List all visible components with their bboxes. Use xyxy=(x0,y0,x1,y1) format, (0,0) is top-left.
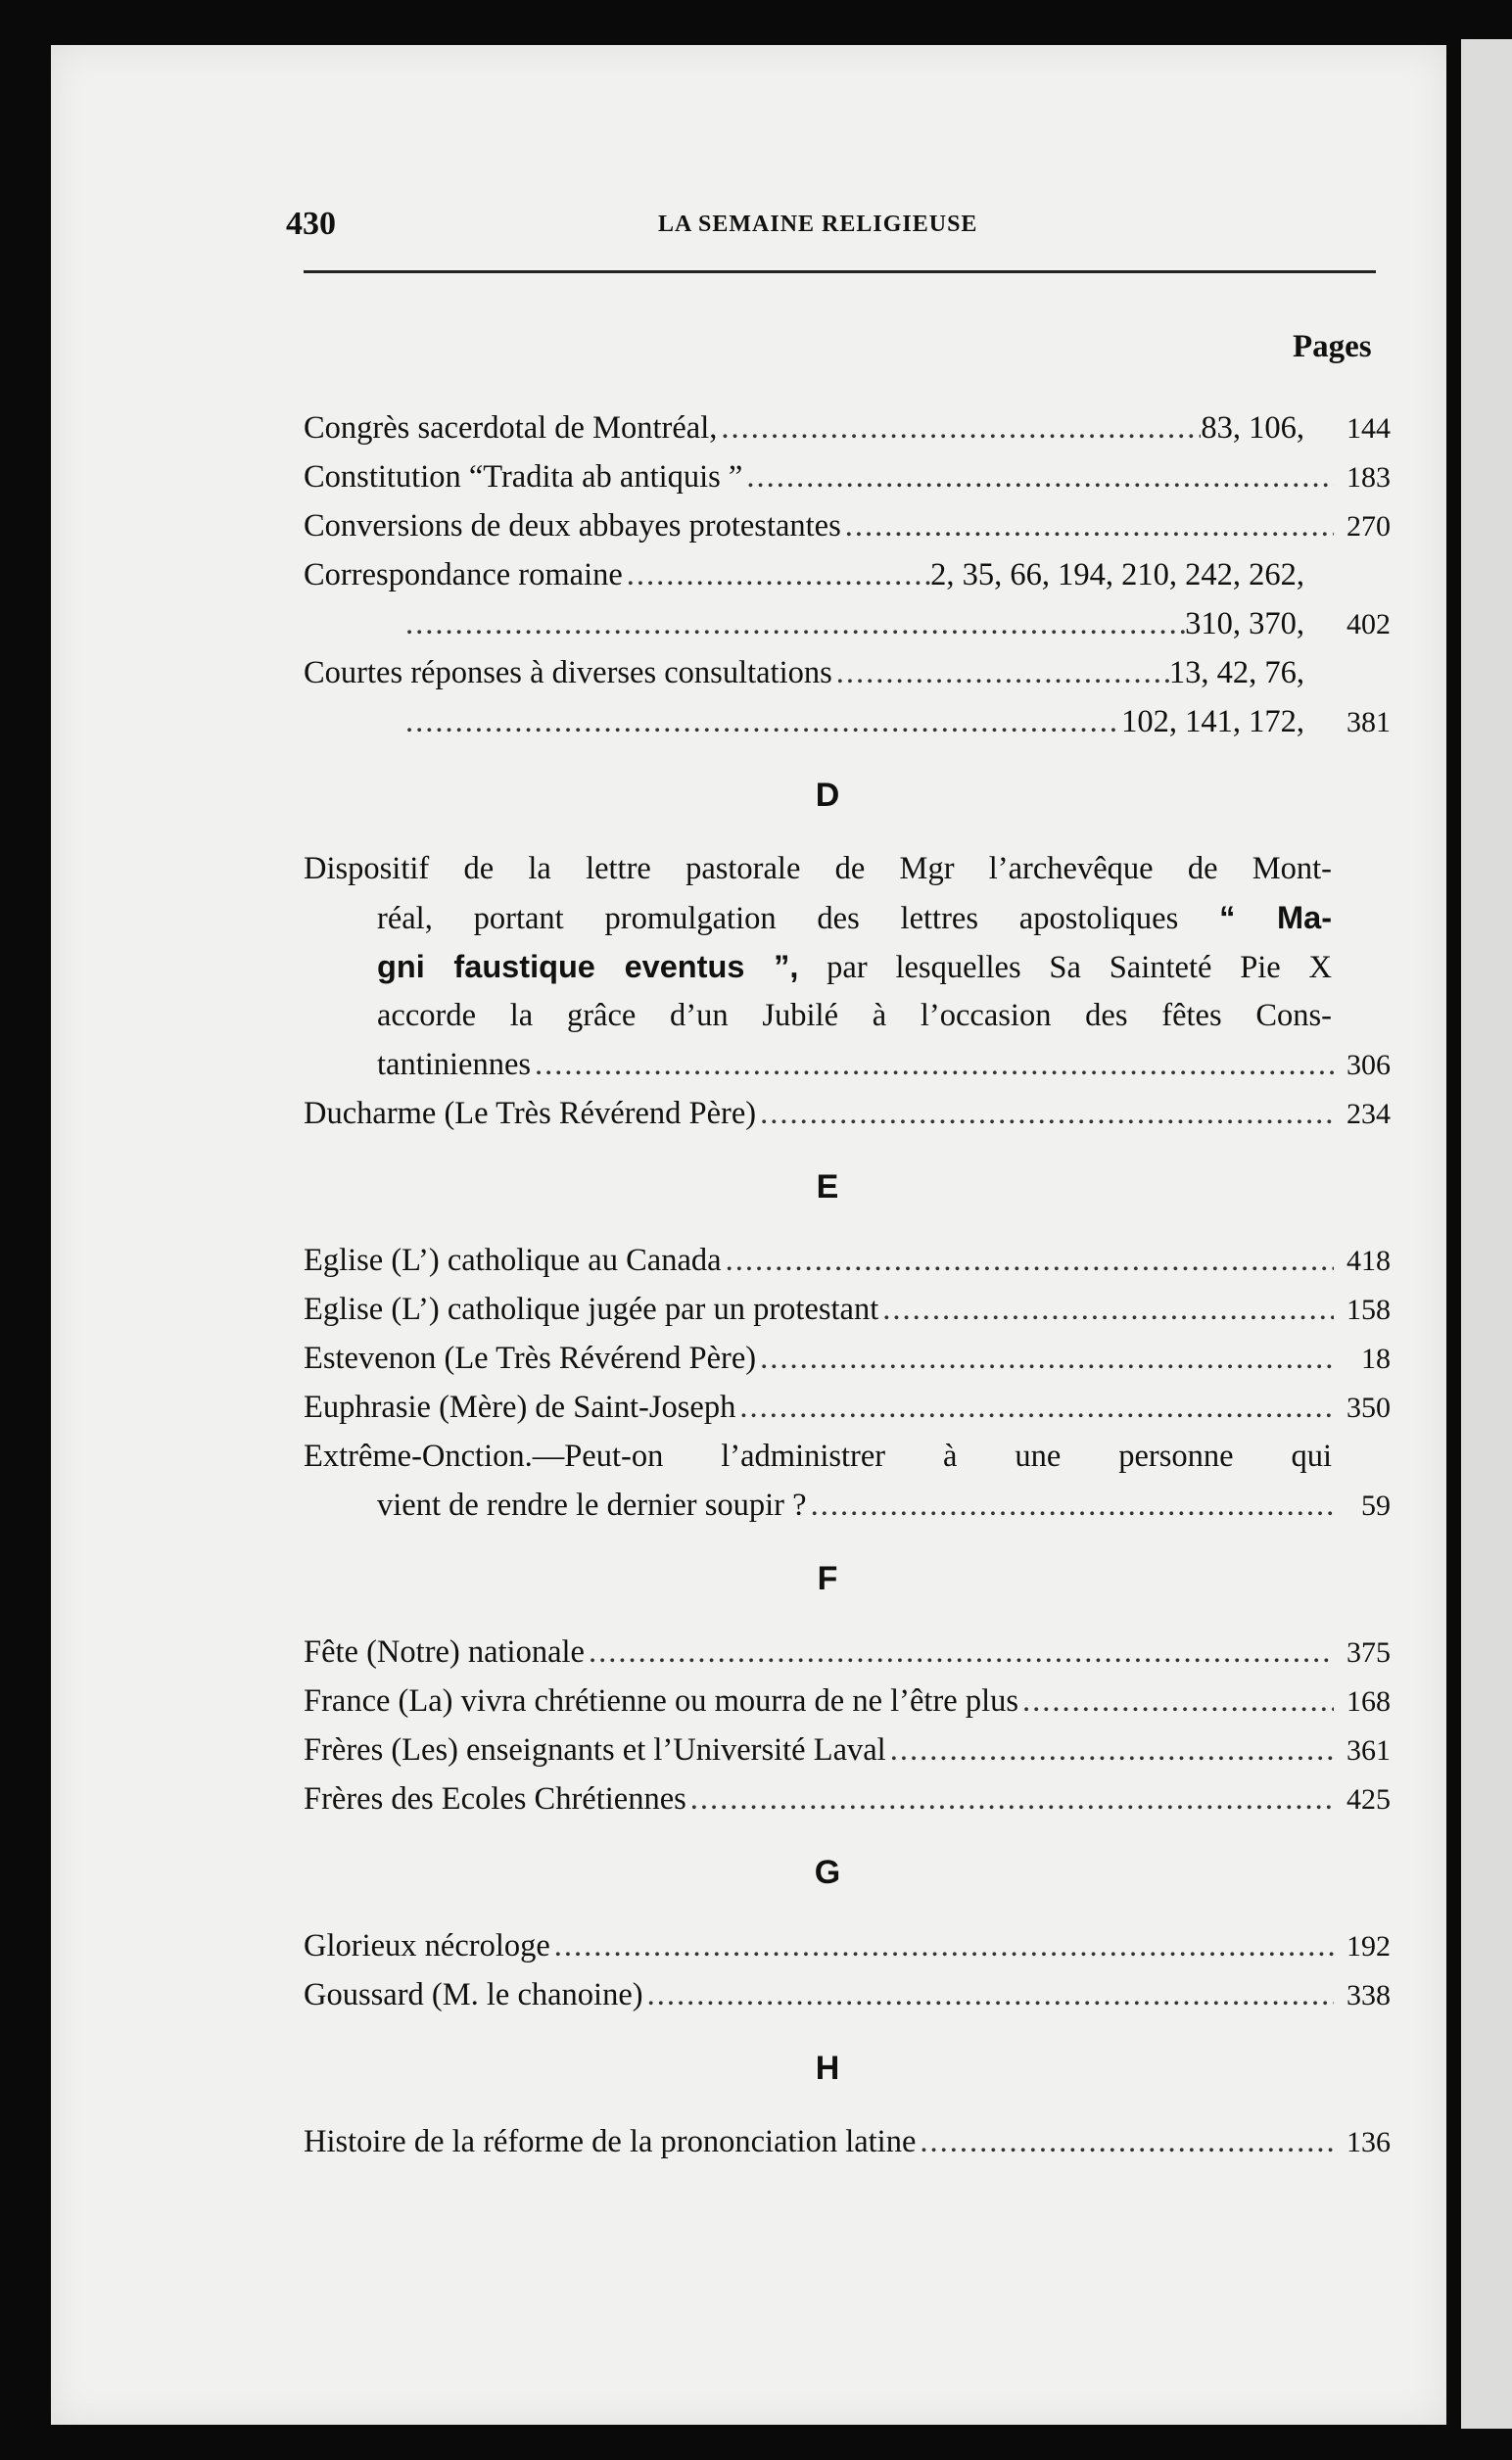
bold-title-part: “ Ma- xyxy=(1219,900,1333,935)
index-entry xyxy=(304,1383,1391,1432)
section-letter-d: D xyxy=(815,777,840,814)
index-entry xyxy=(304,648,1391,697)
leader-dots xyxy=(531,1040,1334,1089)
leader-dots xyxy=(807,1481,1334,1530)
entry-title: Glorieux nécrologe xyxy=(304,1928,550,1963)
leader-dots xyxy=(550,1921,1334,1970)
page-header xyxy=(286,206,1381,255)
index-entry xyxy=(304,403,1391,452)
paragraph-line: gni faustique eventus ”, par lesquelles Sa Sainteté Pie X xyxy=(377,949,1332,985)
entry-page: 350 xyxy=(1347,1392,1391,1424)
entry-refs: 102, 141, 172, xyxy=(1121,704,1304,739)
entry-page: 402 xyxy=(1347,608,1391,640)
index-entry xyxy=(304,1970,1391,2019)
entry-page: 158 xyxy=(1347,1294,1391,1326)
leader-dots xyxy=(402,697,1121,746)
entry-refs: 310, 370, xyxy=(1185,606,1304,641)
index-entry xyxy=(304,1040,1391,1089)
adjacent-page-edge xyxy=(1461,39,1512,2429)
leader-dots xyxy=(742,452,1334,501)
section-letter-g: G xyxy=(814,1854,841,1891)
paragraph-line: réal, portant promulgation des lettres apostoliques “ Ma- xyxy=(377,900,1333,936)
entry-title: Histoire de la réforme de la prononciation latine xyxy=(304,2124,917,2159)
leader-dots xyxy=(756,1334,1334,1383)
entry-page: 59 xyxy=(1361,1490,1391,1522)
leader-dots xyxy=(756,1089,1334,1138)
entry-refs: 13, 42, 76, xyxy=(1168,655,1304,690)
leader-dots xyxy=(841,501,1334,550)
leader-dots xyxy=(886,1726,1334,1774)
index-entry xyxy=(304,1334,1391,1383)
entry-title: Frères (Les) enseignants et l’Université Laval xyxy=(304,1732,886,1768)
entry-page: 183 xyxy=(1347,461,1391,494)
entry-title: tantiniennes xyxy=(377,1047,532,1082)
index-entry xyxy=(304,1677,1391,1726)
entry-page: 381 xyxy=(1347,706,1391,738)
entry-refs: 2, 35, 66, 194, 210, 242, 262, xyxy=(930,557,1304,592)
index-entry xyxy=(304,1628,1391,1677)
header-rule xyxy=(304,270,1376,273)
leader-dots xyxy=(832,648,1169,697)
index-entry xyxy=(304,1285,1391,1334)
leader-dots xyxy=(735,1383,1334,1432)
entry-title: Conversions de deux abbayes protestantes xyxy=(304,508,841,544)
entry-page: 375 xyxy=(1347,1636,1391,1669)
entry-page: 270 xyxy=(1347,510,1391,543)
index-entry xyxy=(304,1726,1391,1774)
index-entry xyxy=(304,501,1391,550)
entry-title: vient de rendre le dernier soupir ? xyxy=(377,1488,807,1523)
entry-title: Eglise (L’) catholique jugée par un protestant xyxy=(304,1292,879,1327)
leader-dots xyxy=(717,403,1201,452)
entry-page: 136 xyxy=(1347,2126,1391,2158)
index-entries xyxy=(304,403,1391,2166)
index-entry xyxy=(304,1921,1391,1970)
entry-title: Constitution “Tradita ab antiquis ” xyxy=(304,459,743,495)
pages-column-label: Pages xyxy=(1293,329,1372,364)
entry-title: France (La) vivra chrétienne ou mourra de ne l’être plus xyxy=(304,1683,1019,1719)
entry-page: 168 xyxy=(1347,1685,1391,1718)
entry-title: Euphrasie (Mère) de Saint-Joseph xyxy=(304,1390,736,1425)
entry-title: Courtes réponses à diverses consultations xyxy=(304,655,832,690)
paragraph-line: Extrême-Onction.—Peut-on l’administrer à une personne qui xyxy=(304,1439,1332,1474)
entry-title: Frères des Ecoles Chrétiennes xyxy=(304,1781,686,1817)
entry-refs: 83, 106, xyxy=(1201,410,1304,446)
entry-title: Congrès sacerdotal de Montréal, xyxy=(304,410,718,446)
leader-dots xyxy=(878,1285,1334,1334)
leader-dots xyxy=(402,599,1185,648)
index-entry xyxy=(304,1774,1391,1823)
entry-title: Goussard (M. le chanoine) xyxy=(304,1977,643,2012)
section-letter-e: E xyxy=(816,1168,839,1206)
entry-page: 418 xyxy=(1347,1245,1391,1277)
index-entry xyxy=(304,1089,1391,1138)
leader-dots xyxy=(643,1970,1334,2019)
entry-page: 18 xyxy=(1361,1343,1391,1375)
paragraph-line: accorde la grâce d’un Jubilé à l’occasion des fêtes Cons- xyxy=(377,998,1332,1033)
entry-page: 234 xyxy=(1347,1098,1391,1130)
index-entry-continuation xyxy=(304,697,1391,746)
index-entry xyxy=(304,1236,1391,1285)
leader-dots xyxy=(722,1236,1334,1285)
page-number: 430 xyxy=(286,206,336,242)
leader-dots xyxy=(623,550,930,599)
index-entry-continuation xyxy=(304,599,1391,648)
paragraph-line: Dispositif de la lettre pastorale de Mgr l’archevêque de Mont- xyxy=(304,851,1332,886)
running-title: LA SEMAINE RELIGIEUSE xyxy=(658,212,978,237)
index-entry xyxy=(304,550,1391,599)
leader-dots xyxy=(916,2117,1334,2166)
entry-page: 338 xyxy=(1347,1979,1391,2011)
entry-title: Fête (Notre) nationale xyxy=(304,1634,585,1670)
entry-title: Eglise (L’) catholique au Canada xyxy=(304,1243,722,1278)
entry-page: 306 xyxy=(1347,1049,1391,1081)
leader-dots xyxy=(1018,1677,1334,1726)
entry-page: 361 xyxy=(1347,1734,1391,1767)
entry-title: Correspondance romaine xyxy=(304,557,623,592)
entry-page: 192 xyxy=(1347,1930,1391,1963)
entry-page: 144 xyxy=(1347,412,1391,445)
section-letter-f: F xyxy=(817,1560,838,1597)
index-entry xyxy=(304,1481,1391,1530)
bold-title-part: gni faustique eventus ”, xyxy=(377,949,799,984)
index-entry xyxy=(304,452,1391,501)
section-letter-h: H xyxy=(815,2050,840,2087)
entry-title: Ducharme (Le Très Révérend Père) xyxy=(304,1096,757,1131)
entry-title: Estevenon (Le Très Révérend Père) xyxy=(304,1341,757,1376)
leader-dots xyxy=(686,1774,1334,1823)
entry-page: 425 xyxy=(1347,1783,1391,1816)
leader-dots xyxy=(585,1628,1334,1677)
index-entry xyxy=(304,2117,1391,2166)
